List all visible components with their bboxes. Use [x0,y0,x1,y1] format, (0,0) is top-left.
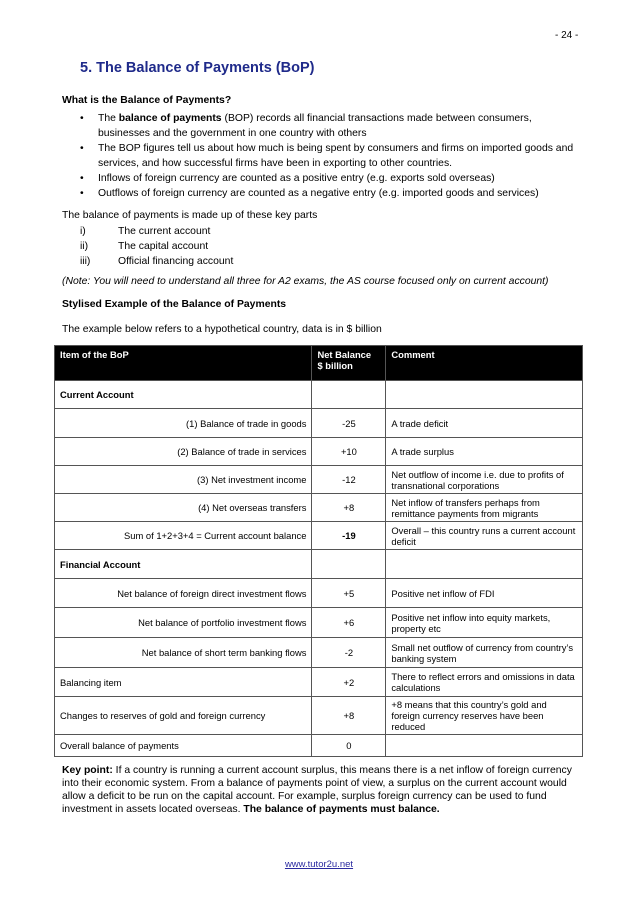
table-row [55,608,583,638]
row-comment: Net outflow of income i.e. due to profits of transnational corporations [386,466,583,494]
row-item: Net balance of short term banking flows [55,638,312,668]
row-value: -2 [312,638,386,668]
row-value: +6 [312,608,386,638]
header-comment: Comment [386,346,583,381]
part-item: i) The current account [80,226,211,237]
row-item: Net balance of foreign direct investment flows [55,579,312,608]
table-row [55,466,583,494]
bop-table [54,345,583,757]
key-point-label: Key point: [62,765,113,776]
table-header-row [55,346,583,381]
part-item: iii) Official financing account [80,256,234,267]
table-row [55,522,583,550]
bullet-item: • The balance of payments (BOP) records all financial transactions made between consumers, businesses and the government in one country with others [78,111,578,141]
table-row [55,550,583,579]
table-row [55,638,583,668]
row-comment [386,735,583,757]
bop-bullet-list [78,111,578,201]
row-value: 0 [312,735,386,757]
row-comment: +8 means that this country’s gold and foreign currency reserves have been reduced [386,697,583,735]
row-comment: A trade surplus [386,438,583,466]
key-point-paragraph: Key point: If a country is running a current account surplus, this means there is a net inflow of foreign currency into their economic system. From a balance of payments point of view, a surplus on the current account would allow a deficit to be run on the capital account. For example, surplus foreign currency can be used to fund investment in assets located overseas. The balance of payments must balance. [62,765,572,815]
row-value: +2 [312,668,386,697]
row-value: -25 [312,409,386,438]
stylised-heading: Stylised Example of the Balance of Payments [62,299,287,310]
table-row [55,697,583,735]
row-item: (3) Net investment income [55,466,312,494]
row-value: +5 [312,579,386,608]
row-value: -12 [312,466,386,494]
table-row [55,668,583,697]
row-comment: Overall – this country runs a current account deficit [386,522,583,550]
row-comment: Positive net inflow into equity markets, property etc [386,608,583,638]
example-text: The example below refers to a hypothetical country, data is in $ billion [62,324,382,335]
row-comment: There to reflect errors and omissions in data calculations [386,668,583,697]
page-number: - 24 - [555,30,579,41]
row-comment: A trade deficit [386,409,583,438]
row-value: +8 [312,697,386,735]
row-item: (1) Balance of trade in goods [55,409,312,438]
row-item: Sum of 1+2+3+4 = Current account balance [55,522,312,550]
row-item: Overall balance of payments [55,735,312,757]
row-value: +8 [312,494,386,522]
row-item: (4) Net overseas transfers [55,494,312,522]
table-row [55,409,583,438]
row-item: Net balance of portfolio investment flows [55,608,312,638]
table-row [55,438,583,466]
row-comment: Positive net inflow of FDI [386,579,583,608]
bullet-item: • Inflows of foreign currency are counted as a positive entry (e.g. exports sold overseas) [78,171,578,186]
bullet-item: • The BOP figures tell us about how much is being spent by consumers and firms on imported goods and services, and how successful firms have been in exporting to other countries. [78,141,578,171]
bullet-item: • Outflows of foreign currency are counted as a negative entry (e.g. imported goods and services) [78,186,578,201]
table-row [55,735,583,757]
row-value: +10 [312,438,386,466]
section-label: Current Account [55,381,312,409]
footer-link[interactable]: www.tutor2u.net [284,859,354,870]
row-item: (2) Balance of trade in services [55,438,312,466]
row-item: Balancing item [55,668,312,697]
what-is-bop-heading: What is the Balance of Payments? [62,95,232,106]
row-item: Changes to reserves of gold and foreign currency [55,697,312,735]
row-comment: Net inflow of transfers perhaps from remittance payments from migrants [386,494,583,522]
row-comment: Small net outflow of currency from country’s banking system [386,638,583,668]
header-item: Item of the BoP [55,346,312,381]
parts-list [80,224,233,269]
made-up-text: The balance of payments is made up of these key parts [62,210,318,221]
section-label: Financial Account [55,550,312,579]
table-row [55,494,583,522]
note-text: (Note: You will need to understand all three for A2 exams, the AS course focused only on current account) [62,276,549,287]
table-row [55,381,583,409]
row-value: -19 [312,522,386,550]
section-title: 5. The Balance of Payments (BoP) [80,60,315,76]
table-row [55,579,583,608]
header-net-balance: Net Balance $ billion [312,346,386,381]
part-item: ii) The capital account [80,241,209,252]
